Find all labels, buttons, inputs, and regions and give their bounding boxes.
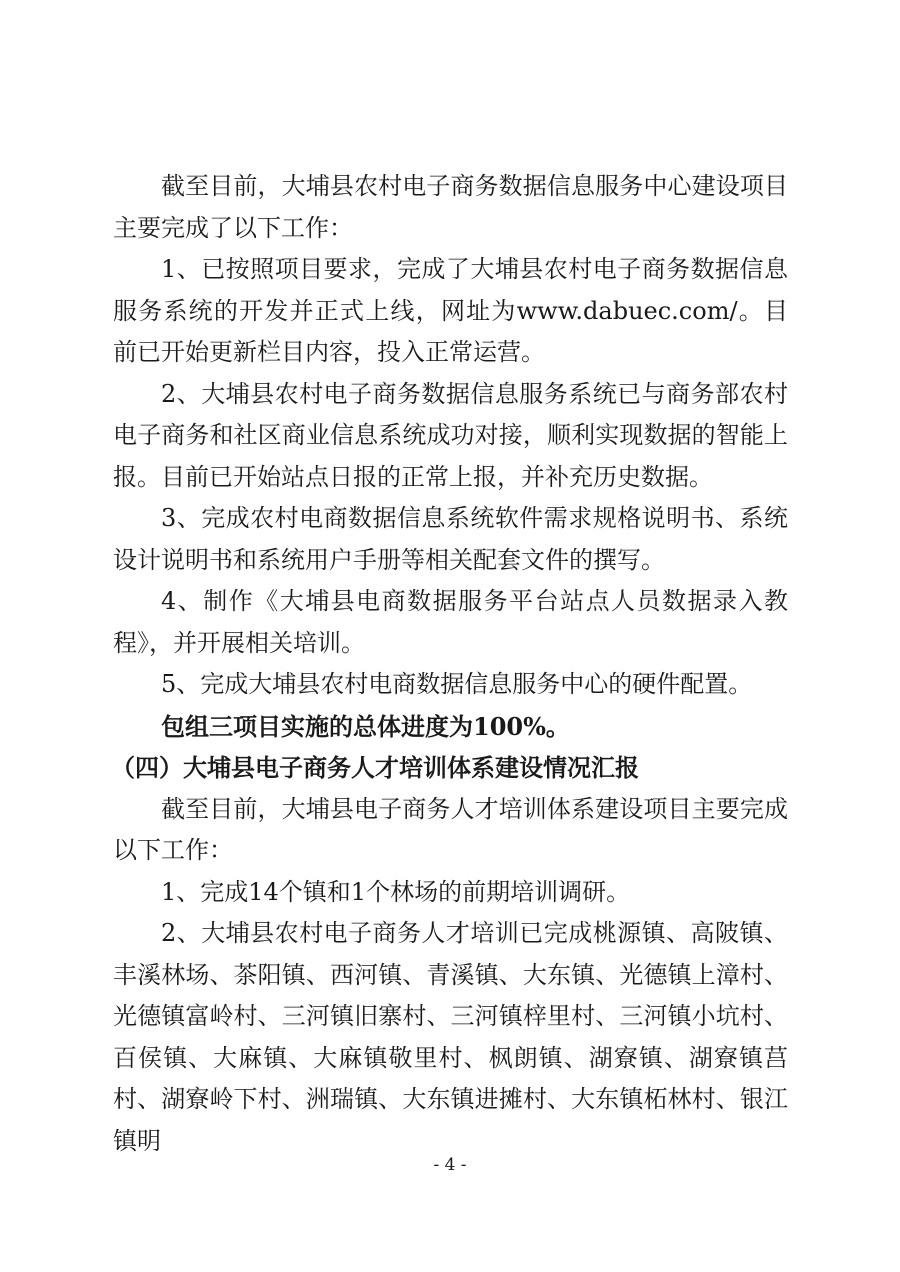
page-number: - 4 -	[433, 1155, 467, 1175]
document-body	[113, 166, 788, 1162]
progress-summary: 包组三项目实施的总体进度为100%。	[161, 711, 570, 741]
paragraph-intro: 截至目前，大埔县农村电子商务数据信息服务中心建设项目主要完成了以下工作：	[113, 172, 788, 242]
paragraph-item-2: 2、大埔县农村电子商务数据信息服务系统已与商务部农村电子商务和社区商业信息系统成功对接，顺利实现数据的智能上报。目前已开始站点日报的正常上报，并补充历史数据。	[113, 379, 788, 491]
paragraph-training-1: 1、完成14个镇和1个林场的前期培训调研。	[161, 877, 631, 906]
section-heading: （四）大埔县电子商务人才培训体系建设情况汇报	[111, 753, 639, 782]
paragraph-item-4: 4、制作《大埔县电商数据服务平台站点人员数据录入教程》，并开展相关培训。	[113, 587, 788, 657]
paragraph-item-5: 5、完成大埔县农村电商数据信息服务中心的硬件配置。	[161, 670, 753, 698]
paragraph-section-intro: 截至目前，大埔县电子商务人才培训体系建设项目主要完成以下工作：	[113, 794, 788, 864]
paragraph-training-2: 2、大埔县农村电子商务人才培训已完成桃源镇、高陂镇、丰溪林场、茶阳镇、西河镇、青溪镇、大东镇、光德镇上漳村、光德镇富岭村、三河镇旧寨村、三河镇梓里村、三河镇小坑村、百侯镇、大麻镇、大麻镇敬里村、枫朗镇、湖寮镇、湖寮镇莒村、湖寮岭下村、洲瑞镇、大东镇进摊村、大东镇柘林村、银江镇明	[113, 919, 788, 1155]
paragraph-item-1: 1、已按照项目要求，完成了大埔县农村电子商务数据信息服务系统的开发并正式上线，网址为www.dabuec.com/。目前已开始更新栏目内容，投入正常运营。	[113, 255, 788, 366]
paragraph-item-3: 3、完成农村电商数据信息系统软件需求规格说明书、系统设计说明书和系统用户手册等相关配套文件的撰写。	[113, 504, 788, 574]
